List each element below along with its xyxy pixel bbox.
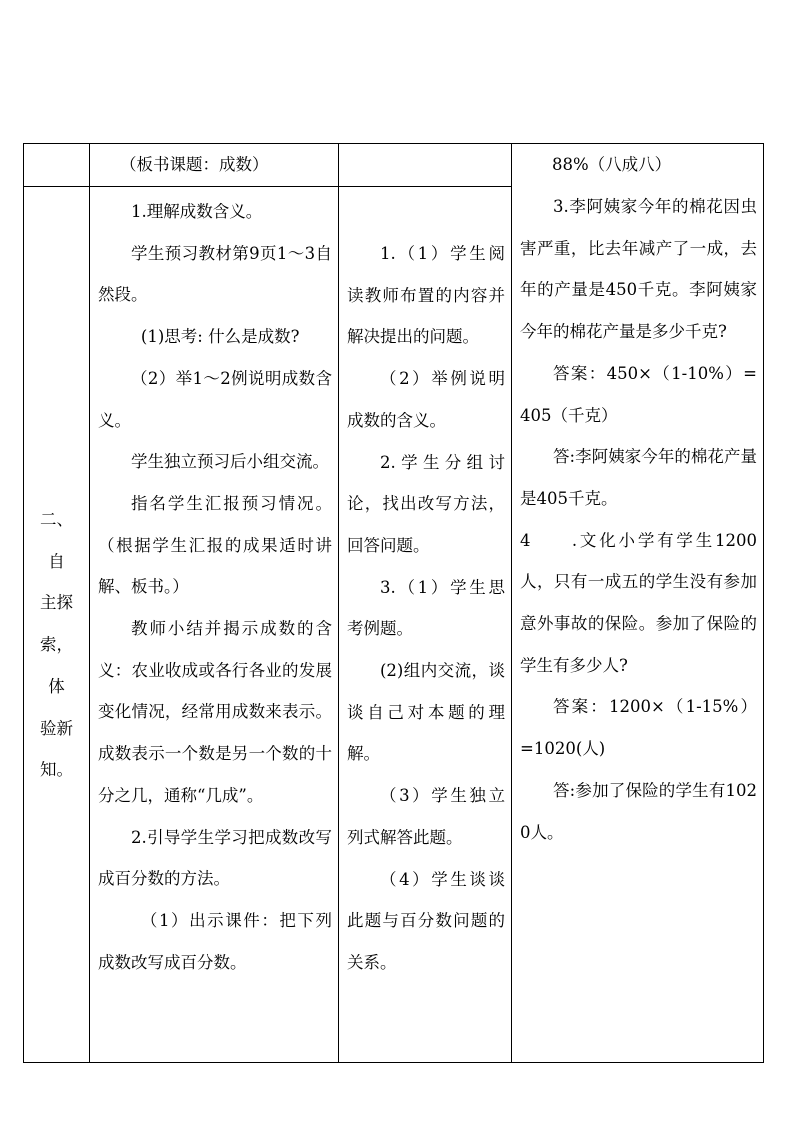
- teacher-line: 2.引导学生学习把成数改写成百分数的方法。: [98, 827, 332, 889]
- stage-label-line: 索，体: [40, 635, 73, 696]
- stage-label-line: 知。: [40, 760, 73, 780]
- lesson-plan-table: [23, 143, 764, 1063]
- teacher-line: 1.理解成数含义。: [131, 202, 263, 221]
- teacher-line: （2）举1～2例说明成数含义。: [98, 368, 332, 430]
- exercise-line: 答案：1200×（1-15%）=1020(人): [520, 697, 757, 759]
- stage-label-line: 二、自: [40, 510, 73, 571]
- exercise-line: 4 .文化小学有学生1200人，只有一成五的学生没有参加意外事故的保险。参加了保险的学生有多少人?: [520, 530, 757, 675]
- teacher-activity-cell: [90, 187, 339, 1063]
- teacher-line: (1)思考: 什么是成数?: [140, 327, 300, 347]
- exercise-line: 答案：450×（1-10%）=405（千克）: [520, 363, 757, 425]
- student-cell-empty: [339, 144, 512, 187]
- stage-cell-empty: [24, 144, 90, 187]
- stage-label-line: 验新: [40, 718, 73, 738]
- student-line: 1.（1）学生阅读教师布置的内容并解决提出的问题。: [347, 244, 505, 347]
- exercise-line: 3.李阿姨家今年的棉花因虫害严重，比去年减产了一成，去年的产量是450千克。李阿姨家今年的棉花产量是多少千克?: [520, 197, 757, 342]
- table-row-header: [24, 144, 764, 187]
- student-line: 2.学生分组讨论，找出改写方法，回答问题。: [347, 452, 505, 555]
- student-line: （4）学生谈谈此题与百分数问题的关系。: [347, 869, 505, 972]
- teacher-line: 学生独立预习后小组交流。: [131, 452, 329, 472]
- teacher-line: （1）出示课件：把下列成数改写成百分数。: [98, 910, 332, 972]
- stage-label-line: 主探: [40, 593, 73, 613]
- stage-cell: [24, 187, 90, 1063]
- exercise-cell: [512, 144, 764, 1063]
- student-line: 3.（1）学生思考例题。: [347, 577, 505, 639]
- exercise-line: 答:参加了保险的学生有1020人。: [520, 780, 757, 842]
- student-activity-cell: [339, 187, 512, 1063]
- board-title-cell: [90, 144, 339, 187]
- teacher-line: 学生预习教材第9页1～3自然段。: [98, 243, 332, 305]
- answer-top: 88%（八成八）: [552, 155, 672, 174]
- teacher-line: 指名学生汇报预习情况。（根据学生汇报的成果适时讲解、板书。）: [98, 493, 332, 597]
- student-line: （2）举例说明成数的含义。: [347, 369, 505, 430]
- student-line: （3）学生独立列式解答此题。: [347, 786, 505, 847]
- exercise-line: 答:李阿姨家今年的棉花产量是405千克。: [520, 447, 757, 508]
- board-title: （板书课题：成数）: [120, 155, 269, 174]
- teacher-line: 教师小结并揭示成数的含义：农业收成或各行各业的发展变化情况，经常用成数来表示。成数表示一个数是另一个数的十分之几，通称“几成”。: [98, 619, 332, 805]
- student-line: (2)组内交流，谈谈自己对本题的理解。: [347, 661, 505, 764]
